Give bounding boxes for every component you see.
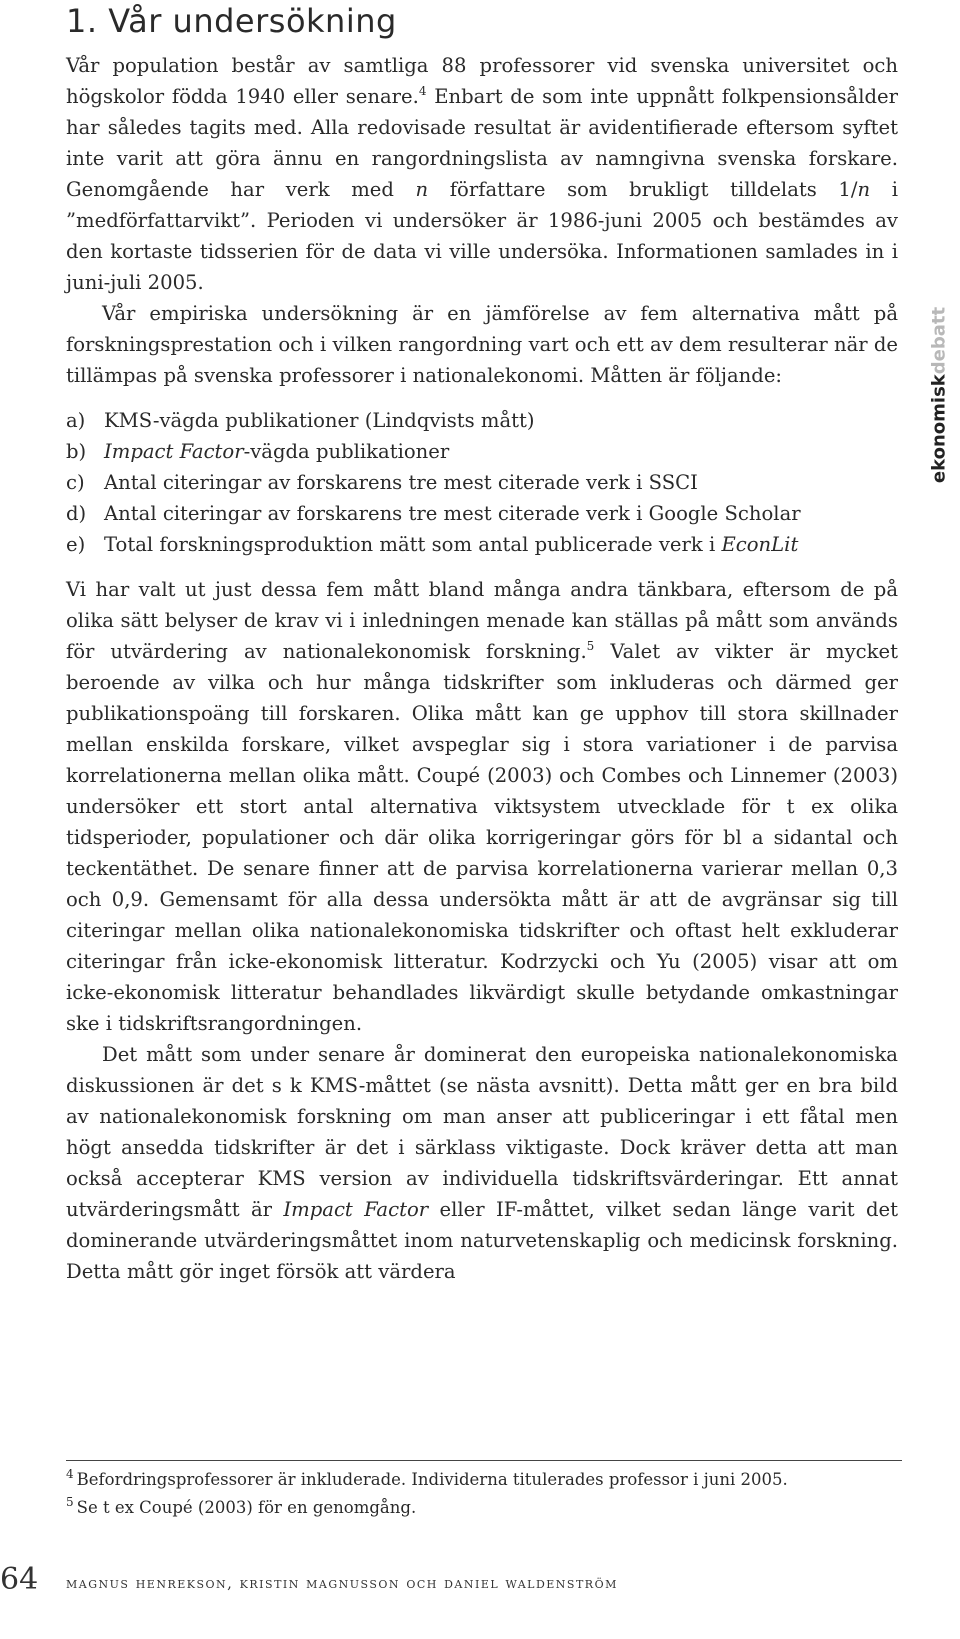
paragraph-choice-of-measures: Vi har valt ut just dessa fem mått bland många andra tänkbara, eftersom de på olika sätt belyser de krav vi i inledningen menade kan ställas på mått som används för utvärdering av nationalekonomisk forskning.$^5$ Valet av vikter är mycket beroende av vilka och hur många tidskrifter som inkluderas och därmed ger publikationspoäng till forskaren. Olika mått kan ge upphov till stora skillnader mellan enskilda forskare, vilket avspeglar sig i stora variationer i de parvisa korrelationerna mellan olika mått. Coupé (2003) och Combes och Linnemer (2003) undersöker ett stort antal alternativa viktsystem utvecklade för t ex olika tidsperioder, populationer och där olika korrigeringar görs för bl a sidantal och teckentäthet. De senare finner att de parvisa korrelationerna varierar mellan 0,3 och 0,9. Gemensamt för alla dessa undersökta mått är att de avgränsar sig till citeringar mellan olika nationalekonomiska tidskrifter och oftast helt exkluderar citeringar från icke-ekonomisk litteratur. Kodrzycki och Yu (2005) visar att om icke-ekonomisk litteratur behandlades likvärdigt skulle betydande omkastningar ske i tidskriftsrangordningen. [66,578,898,1035]
footnote-ref-4[interactable]: 4 [418,84,427,98]
journal-sidebar-label [926,290,952,500]
sidebar-bold: ekonomisk [928,374,950,484]
running-head-authors: magnus henrekson, kristin magnusson och daniel waldenström [66,1574,618,1592]
main-text [66,50,898,1287]
paragraph-measures-intro: Vår empiriska undersökning är en jämförelse av fem alternativa mått på forskningsprestation och i vilken rangordning vart och ett av dem resulterar när de tillämpas på svenska professorer i nationalekonomi. Måtten är följande: [66,302,898,387]
list-item: a) KMS-vägda publikationer (Lindqvists mått) [66,409,535,432]
paragraph-kms-measure: Det mått som under senare år dominerat den europeiska nationalekonomiska diskussionen är det s k KMS-måttet (se nästa avsnitt). Detta mått ger en bra bild av nationalekonomisk forskning om man anser att publiceringar i ett fåtal men högt ansedda tidskrifter är det i särklass viktigaste. Dock kräver detta att man också accepterar KMS version av individuella tidskriftsvärderingar. Ett annat utvärderingsmått är Impact Factor eller IF-måttet, vilket sedan länge varit det dominerande utvärderingsmåttet inom naturvetenskaplig och medicinsk forskning. Detta mått gör inget försök att värdera [66,1043,898,1283]
footnotes [66,1466,902,1522]
list-item: c) Antal citeringar av forskarens tre mest citerade verk i SSCI [66,471,698,494]
list-item: e) Total forskningsproduktion mätt som antal publicerade verk i EconLit [66,533,799,556]
measures-list [66,405,898,560]
section-heading: 1. Vår undersökning [66,2,397,40]
list-item: b) Impact Factor-vägda publikationer [66,440,450,463]
list-item: d) Antal citeringar av forskarens tre mest citerade verk i Google Scholar [66,502,801,525]
paragraph-population: Vår population består av samtliga 88 professorer vid svenska universitet och högskolor födda 1940 eller senare.$^4$ Enbart de som inte uppnått folkpensionsålder har således tagits med. Alla redovisade resultat är avidentifierade eftersom syftet inte varit att göra ännu en rangordningslista av namngivna svenska forskare. Genomgående har verk med n författare som brukligt tilldelats 1/n i ”medförfattarvikt”. Perioden vi undersöker är 1986-juni 2005 och bestämdes av den kortaste tidsserien för de data vi ville undersöka. Informationen samlades in i juni-juli 2005. [66,54,898,294]
footnote-4: $^4$ Befordringsprofessorer är inkluderade. Individerna titulerades professor i juni 2005. [66,1467,788,1489]
sidebar-light: debatt [928,306,950,375]
footnote-divider [66,1460,902,1461]
footnote-5: $^5$ Se t ex Coupé (2003) för en genomgång. [66,1495,417,1517]
footnote-ref-5[interactable]: 5 [586,639,595,653]
page-number: 64 [0,1562,39,1597]
